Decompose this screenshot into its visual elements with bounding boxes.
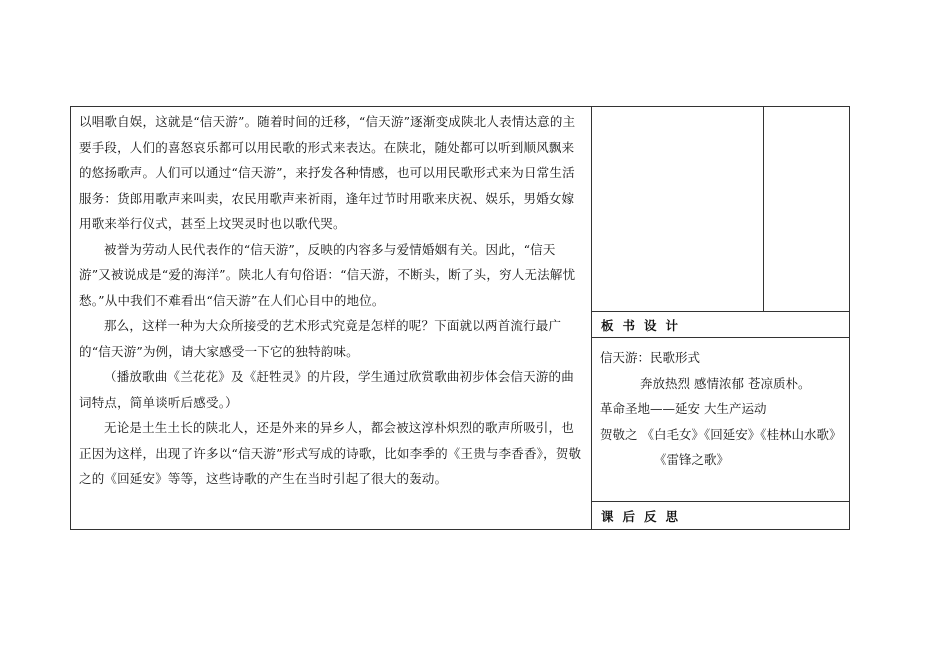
paragraph-1: 以唱歌自娱，这就是“信天游”。随着时间的迁移，“信天游”逐渐变成陕北人表情达意的主要手段，人们的喜怒哀乐都可以用民歌的形式来表达。在陕北，随处都可以听到顺风飘来的悠扬歌声。人们可以通过“信天游”，来抒发各种情感，也可以用民歌形式来为日常生活服务：货郎用歌声来叫卖，农民用歌声来祈雨，逢年过节时用歌来庆祝、娱乐，男婚女嫁用歌来举行仪式，甚至上坟哭灵时也以歌代哭。 <box>79 114 576 231</box>
row-divider-board <box>591 311 849 312</box>
row-divider-reflection <box>591 501 849 502</box>
board-line-5: 《雷锋之歌》 <box>654 452 730 467</box>
paragraph-4: （播放歌曲《兰花花》及《赶牲灵》的片段，学生通过欣赏歌曲初步体会信天游的曲词特点，简单谈听后感受。） <box>79 369 574 410</box>
board-design-content <box>592 345 850 473</box>
paragraph-3: 那么，这样一种为大众所接受的艺术形式究竟是怎样的呢？下面就以两首流行最广的“信天游”为例，请大家感受一下它的独特韵味。 <box>79 318 562 359</box>
paragraph-2: 被誉为劳动人民代表作的“信天游”，反映的内容多与爱情婚姻有关。因此，“信天游”又被说成是“爱的海洋”。陕北人有句俗语：“信天游，不断头，断了头，穷人无法解忧愁。”从中我们不难看出“信天游”在人们心目中的地位。 <box>79 241 576 308</box>
board-design-heading: 板书设计 <box>601 318 688 333</box>
row-divider-board-header <box>591 337 849 338</box>
paragraph-5: 无论是土生土长的陕北人，还是外来的异乡人，都会被这淳朴炽烈的歌声所吸引，也正因为这样，出现了许多以“信天游”形式写成的诗歌，比如李季的《王贵与李香香》，贺敬之的《回延安》等等，这些诗歌的产生在当时引起了很大的轰动。 <box>79 420 582 486</box>
board-line-1: 信天游：民歌形式 <box>600 350 701 365</box>
board-line-3: 革命圣地——延安 大生产运动 <box>600 401 767 416</box>
lesson-plan-table <box>70 106 850 530</box>
column-divider-small <box>763 107 764 311</box>
reflection-heading: 课后反思 <box>601 509 688 524</box>
board-line-4: 贺敬之 《白毛女》《回延安》《桂林山水歌》 <box>600 426 842 442</box>
board-line-2: 奔放热烈 感情浓郁 苍凉质朴。 <box>640 375 811 391</box>
lesson-body-text <box>79 109 585 492</box>
